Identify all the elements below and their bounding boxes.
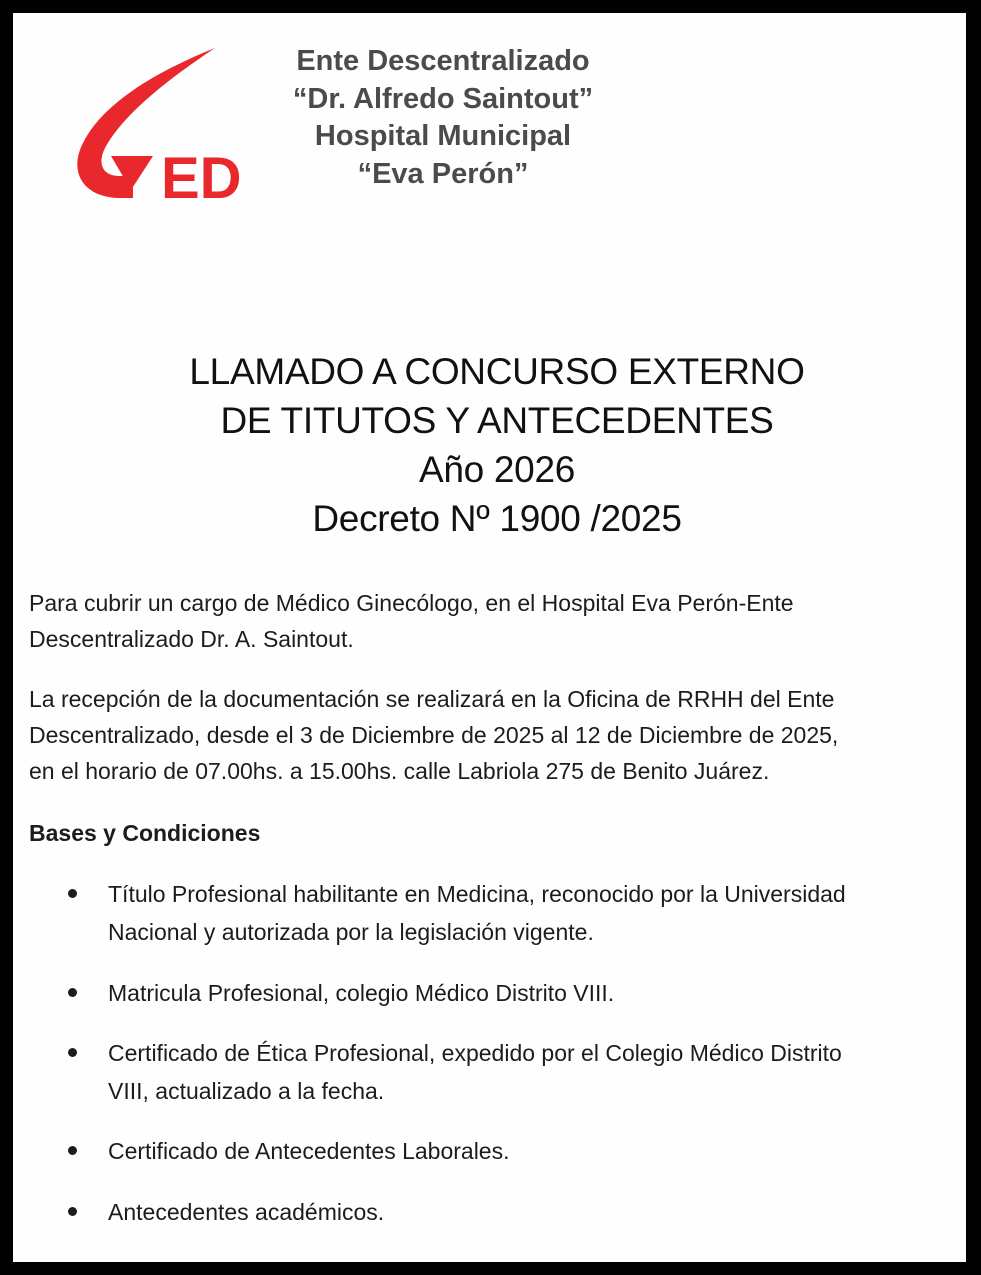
- purpose-line-1: Para cubrir un cargo de Médico Ginecólogo, en el Hospital Eva Perón-Ente: [29, 590, 794, 616]
- bullet-icon: [68, 1207, 77, 1216]
- bases-heading: Bases y Condiciones: [29, 820, 261, 846]
- purpose-paragraph: [29, 585, 964, 657]
- title-year: Año 2026: [418, 449, 576, 490]
- requirement-text: Certificado de Ética Profesional, expedido por el Colegio Médico Distrito: [108, 1040, 842, 1066]
- title-decree: Decreto Nº 1900 /2025: [312, 498, 682, 539]
- requirement-text: Matricula Profesional, colegio Médico Distrito VIII.: [108, 980, 615, 1006]
- title-line-2: DE TITUTOS Y ANTECEDENTES: [220, 400, 774, 441]
- reception-paragraph: [29, 681, 964, 789]
- purpose-line-2: Descentralizado Dr. A. Saintout.: [29, 626, 354, 652]
- hospital-logo: [65, 38, 255, 208]
- reception-line-2: Descentralizado, desde el 3 de Diciembre de 2025 al 12 de Diciembre de 2025,: [29, 722, 839, 748]
- bullet-icon: [68, 1048, 77, 1057]
- requirement-text: Título Profesional habilitante en Medicina, reconocido por la Universidad: [108, 881, 846, 907]
- document-page: [13, 13, 966, 1262]
- requirement-text: Antecedentes académicos.: [108, 1199, 385, 1225]
- logo-wordmark: ED: [161, 146, 242, 208]
- bullet-icon: [68, 1146, 77, 1155]
- title-line-1: LLAMADO A CONCURSO EXTERNO: [189, 351, 805, 392]
- bullet-icon: [68, 889, 77, 898]
- logo-swoosh-icon: [65, 38, 255, 208]
- reception-line-3: en el horario de 07.00hs. a 15.00hs. calle Labriola 275 de Benito Juárez.: [29, 758, 770, 784]
- org-line-2: “Dr. Alfredo Saintout”: [292, 82, 594, 115]
- org-line-4: “Eva Perón”: [357, 157, 529, 190]
- requirement-text: Nacional y autorizada por la legislación vigente.: [108, 919, 594, 945]
- org-line-3: Hospital Municipal: [314, 120, 572, 152]
- org-line-1: Ente Descentralizado: [296, 45, 590, 77]
- reception-line-1: La recepción de la documentación se realizará en la Oficina de RRHH del Ente: [29, 686, 835, 712]
- organization-name: [243, 43, 643, 193]
- document-title: [13, 347, 966, 543]
- requirement-text: Certificado de Antecedentes Laborales.: [108, 1138, 510, 1164]
- requirement-text: VIII, actualizado a la fecha.: [108, 1078, 385, 1104]
- bullet-icon: [68, 988, 77, 997]
